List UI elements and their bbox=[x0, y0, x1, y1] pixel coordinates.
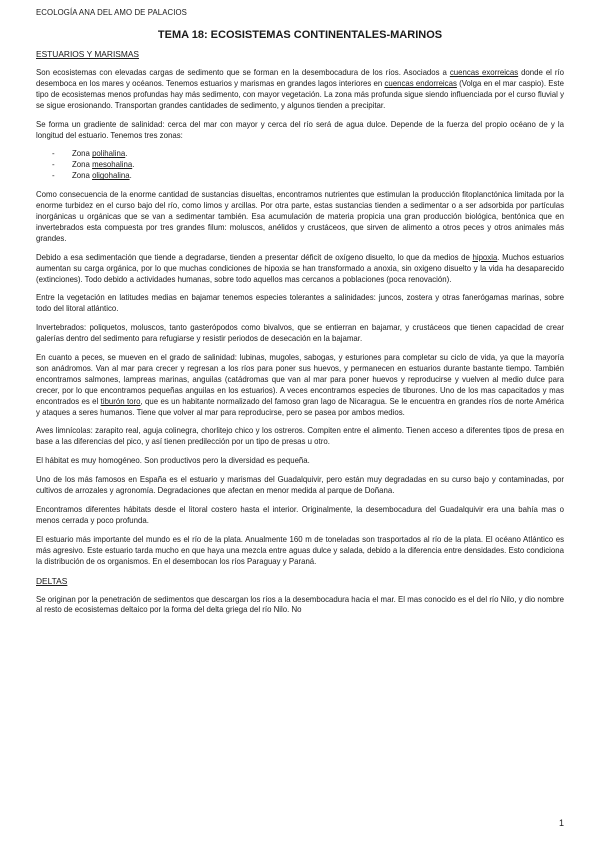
list-item: - Zona polihalina. bbox=[52, 149, 564, 160]
paragraph: Son ecosistemas con elevadas cargas de sedimento que se forman en la desembocadura de los ríos. Asociados a cuencas exorreicas donde el río desemboca en los mares y océanos. Tenemos estuarios y marismas en grandes lagos interiores en cuencas endorreicas (Volga en el mar caspio). Este tipo de ecosistemas menos profundas hay más sedimento, con mayor vegetación. La zona más profunda sigue siendo influenciada por el curso fluvial y se sigue erosionando. Transportan grandes cantidades de sedimento, y algunos tienden a precipitar. bbox=[36, 68, 565, 110]
paragraph: En cuanto a peces, se mueven en el grado de salinidad: lubinas, mugoles, sabogas, y esturiones para completar su ciclo de vida, ya que la mayoría son anádromos. Van al mar para crecer y regresan a los ríos para poner sus huevos, y permanecen en estuarios durante bastante tiempo. También encontramos salmones, lampreas marinas, anguilas (catádromas que van al mar para poner huevos y reproducirse y vuelven al medio dulce para crecer, por lo que encontramos pequeñas anguilas en los estuarios). A veces encontramos especies de tiburones. Uno de los mas capacitados y mas encontrados es el tiburón toro, que es un habitante normalizado del famoso gran lago de Nicaragua. Se le encuentra en grandes ríos de norte América y ataques a seres humanos. Tiene que volver al mar para reproducirse, pero se pasea por ambos medios. bbox=[36, 353, 564, 417]
section-heading-deltas: DELTAS bbox=[36, 575, 68, 586]
underlined-term: cuencas endorreicas bbox=[384, 78, 457, 88]
underlined-term: tiburón toro bbox=[100, 396, 141, 406]
paragraph: El hábitat es muy homogéneo. Son productivos pero la diversidad es pequeña. bbox=[36, 456, 310, 466]
paragraph: Entre la vegetación en latitudes medias en bajamar tenemos especies tolerantes a salinidades: juncos, zostera y otras fanerógamas marinas, sobre todo del litoral atlántico. bbox=[36, 293, 564, 314]
paragraph: Aves limnícolas: zarapito real, aguja colinegra, chorlitejo chico y los ostreros. Compiten entre el alimento. Tienen acceso a diferentes tipos de presa en base a las diferencias del pico, y así tienen predilección por un tipo de presas u otro. bbox=[36, 426, 564, 447]
underlined-term: hipoxia bbox=[472, 252, 498, 262]
page-number: 1 bbox=[558, 818, 564, 828]
running-head: ECOLOGÍA ANA DEL AMO DE PALACIOS bbox=[36, 8, 187, 17]
underlined-term: cuencas exorreicas bbox=[449, 68, 519, 77]
paragraph: Como consecuencia de la enorme cantidad de sustancias disueltas, encontramos nutrientes que estimulan la producción fitoplanctónica limitada por la enorme turbidez en el curso bajo del río, como limos y arcillas. Por otra parte, estas sustancias tienden a sedimentar o a ser adsorbida por partículas inorgánicas u orgánicas que se van a sedimentar también. Esa acumulación de materia propicia una gran producción biológica, bentónica que en invertebrados esta compuesta por tres grandes filum: moluscos, anélidos y crustáceos, que sirven de alimento a otros peces y otros animales más grandes. bbox=[36, 190, 564, 243]
paragraph: Se forma un gradiente de salinidad: cerca del mar con mayor y cerca del río será de agua dulce. Depende de la fuerza del propio océano de y la longitud del estuario. Tenemos tres zonas: bbox=[36, 119, 564, 140]
paragraph: Invertebrados: poliquetos, moluscos, tanto gasterópodos como bivalvos, que se entierran en bajamar, y crustáceos que tienen capacidad de crear galerías dentro del sedimento para refugiarse y resistir periodos de desecación en la bajamar. bbox=[36, 323, 564, 344]
list-item: - Zona mesohalina. bbox=[52, 160, 564, 171]
paragraph: Encontramos diferentes hábitats desde el litoral costero hasta el interior. Originalmente, la desembocadura del Guadalquivir era una bahía mas o menos cerrada y poco profunda. bbox=[36, 505, 564, 525]
section-heading-estuarios: ESTUARIOS Y MARISMAS bbox=[36, 49, 140, 59]
paragraph: Se originan por la penetración de sedimentos que descargan los ríos a la desembocadura hacia el mar. El mas conocido es el del río Nilo, y dio nombre al resto de ecosistemas deltaico por la forma del delta griega del río Nilo. No bbox=[36, 594, 564, 615]
salinity-zones-list bbox=[36, 149, 564, 182]
paragraph: Uno de los más famosos en España es el estuario y marismas del Guadalquivir, pero están muy degradadas en su curso bajo y contaminadas, por cultivos de arrozales y agronomía. Degradaciones que afectan en menor medida al parque de Doñana. bbox=[36, 475, 564, 496]
list-item: - Zona oligohalina. bbox=[52, 171, 564, 182]
paragraph: El estuario más importante del mundo es el río de la plata. Anualmente 160 m de toneladas son trasportados al río de la plata. El océano Atlántico es más agresivo. Este estuario tarda mucho en que haya una mezcla entre aguas dulce y salada, debido a la diferencia entre densidades. Esto condiciona la distribución de os organismos. En el desembocan los ríos Paraguay y Paraná. bbox=[36, 534, 564, 566]
paragraph: Debido a esa sedimentación que tiende a degradarse, tienden a presentar déficit de oxígeno disuelto, lo que da medios de hipoxia. Muchos estuarios aumentan su carga orgánica, por lo que muchas condiciones de hipoxia se han transformado a anoxia, sin oxigeno disuelto y la vida ha desaparecido (extinciones). Todo debido a actividades humanas, sobre todo aquellos mas cercanos a poblaciones (poca renovación). bbox=[36, 252, 564, 284]
document-title: TEMA 18: ECOSISTEMAS CONTINENTALES-MARINOS bbox=[157, 29, 443, 41]
